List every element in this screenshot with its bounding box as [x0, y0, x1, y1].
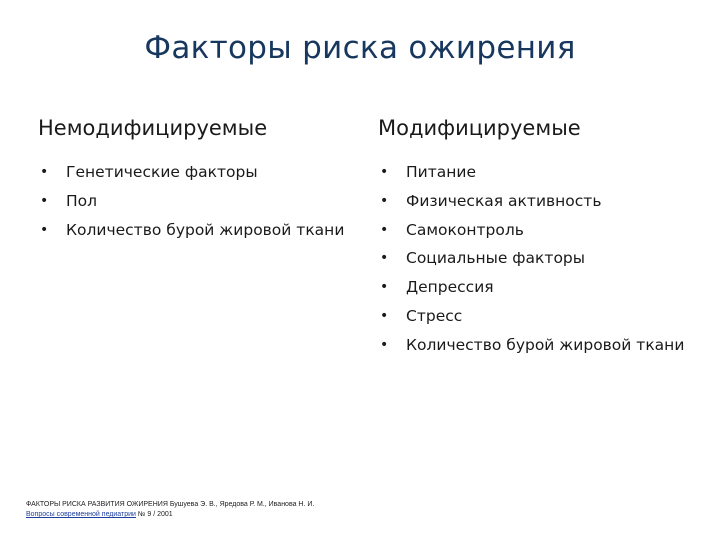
list-item-text: Пол [66, 191, 98, 210]
footnote [26, 500, 314, 520]
list-item [378, 331, 708, 360]
list-item [38, 216, 358, 245]
journal-link[interactable]: Вопросы современной педиатрии [26, 511, 136, 518]
non-modifiable-list [38, 158, 358, 244]
bullet-icon: • [40, 192, 49, 209]
non-modifiable-column [38, 110, 358, 244]
non-modifiable-heading: Немодифицируемые [38, 116, 268, 140]
list-item [378, 244, 708, 273]
list-item [378, 158, 708, 187]
list-item [378, 187, 708, 216]
bullet-icon: • [380, 221, 389, 238]
journal-issue: № 9 / 2001 [135, 511, 173, 518]
bullet-icon: • [40, 164, 49, 180]
list-item-text: Стресс [406, 306, 463, 325]
bullet-icon: • [380, 164, 389, 180]
list-item-text: Социальные факторы [406, 249, 586, 268]
footnote-citation: ФАКТОРЫ РИСКА РАЗВИТИЯ ОЖИРЕНИЯ Бушуева Э. В., Яредова Р. М., Иванова Н. И. [26, 501, 315, 508]
footnote-source [26, 510, 314, 520]
bullet-icon: • [380, 307, 389, 324]
modifiable-list [378, 158, 708, 360]
list-item-text: Питание [406, 163, 476, 181]
bullet-icon: • [380, 192, 389, 209]
list-item [378, 302, 708, 331]
list-item-text: Депрессия [406, 278, 494, 297]
modifiable-heading: Модифицируемые [378, 116, 581, 140]
bullet-icon: • [380, 336, 389, 353]
list-item [378, 216, 708, 245]
list-item-text: Генетические факторы [66, 163, 258, 181]
bullet-icon: • [380, 250, 389, 267]
slide-title: Факторы риска ожирения [144, 30, 576, 66]
list-item-text: Самоконтроль [406, 220, 524, 239]
list-item-text: Количество бурой жировой ткани [406, 335, 685, 354]
bullet-icon: • [40, 221, 49, 238]
list-item-text: Количество бурой жировой ткани [66, 220, 345, 239]
list-item-text: Физическая активность [406, 191, 602, 210]
bullet-icon: • [380, 279, 389, 296]
list-item [38, 158, 358, 187]
list-item [378, 273, 708, 302]
modifiable-column [378, 110, 708, 360]
list-item [38, 187, 358, 216]
